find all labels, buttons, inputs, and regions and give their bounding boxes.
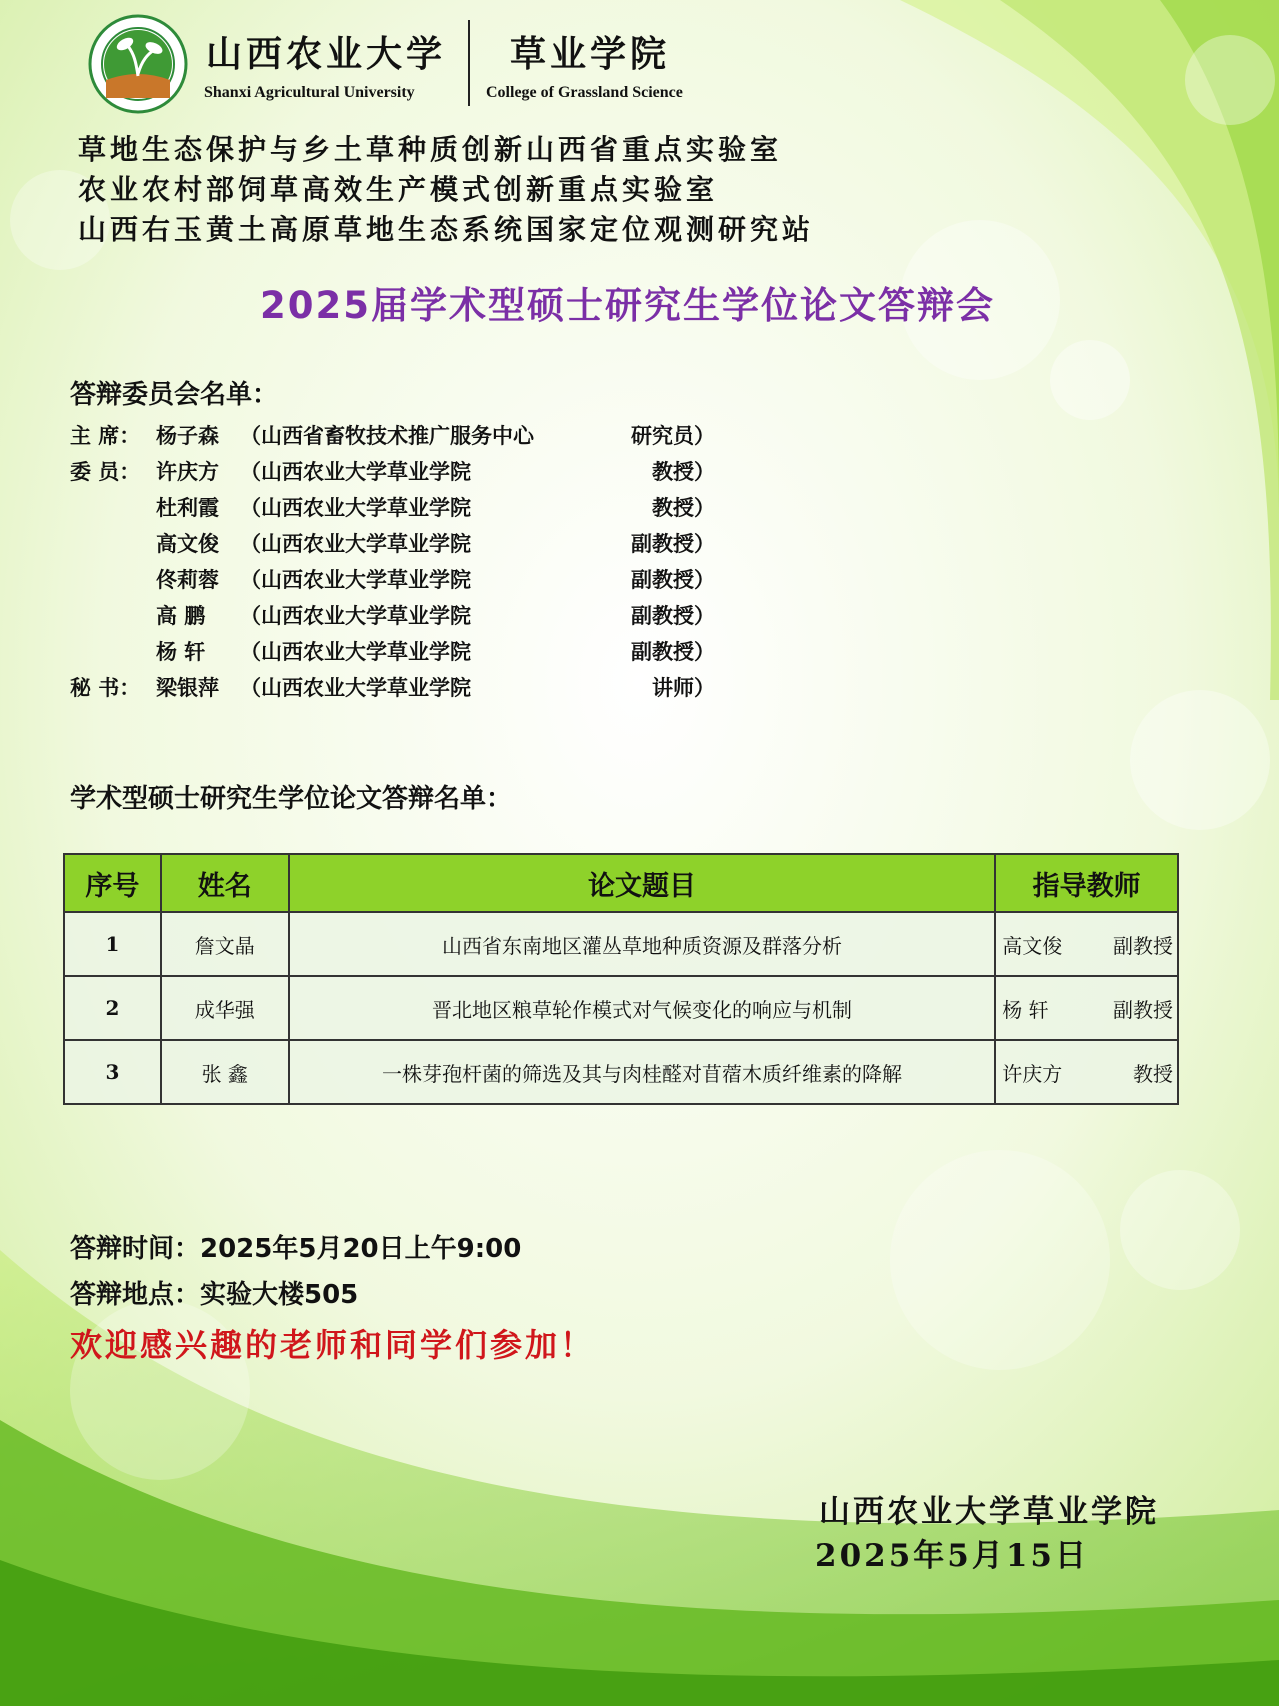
advisor-cell bbox=[995, 976, 1178, 1040]
page-title: 2025届学术型硕士研究生学位论文答辩会 bbox=[260, 284, 995, 327]
committee-name: 杨子森 bbox=[156, 424, 219, 448]
table-row bbox=[64, 1040, 1178, 1104]
university-name-cn: 山西农业大学 bbox=[206, 33, 447, 75]
committee-org: （山西省畜牧技术推广服务中心 bbox=[240, 424, 534, 448]
committee-role: 主 席： bbox=[70, 424, 141, 448]
college-name-en: College of Grassland Science bbox=[486, 84, 683, 101]
committee-title: 教授） bbox=[652, 496, 715, 520]
lab-line: 草地生态保护与乡土草种质创新山西省重点实验室 bbox=[78, 133, 783, 166]
advisor-title: 副教授 bbox=[1113, 933, 1173, 958]
defense-place: 答辩地点：实验大楼505 bbox=[70, 1280, 359, 1310]
advisor-name: 许庆方 bbox=[1002, 1061, 1063, 1086]
welcome-message: 欢迎感兴趣的老师和同学们参加！ bbox=[70, 1326, 596, 1364]
committee-role: 委 员： bbox=[70, 460, 141, 484]
university-seal-icon bbox=[88, 14, 188, 114]
student-name: 詹文晶 bbox=[161, 912, 289, 976]
table-row bbox=[64, 912, 1178, 976]
committee-org: （山西农业大学草业学院 bbox=[240, 496, 471, 520]
advisor-name: 高文俊 bbox=[1002, 933, 1063, 958]
committee-title: 副教授） bbox=[631, 640, 715, 664]
committee-title: 讲师） bbox=[652, 676, 715, 700]
table-header-row bbox=[64, 854, 1178, 912]
committee-title: 教授） bbox=[652, 460, 715, 484]
committee-org: （山西农业大学草业学院 bbox=[240, 460, 471, 484]
table-row bbox=[64, 976, 1178, 1040]
committee-org: （山西农业大学草业学院 bbox=[240, 640, 471, 664]
signature-org: 山西农业大学草业学院 bbox=[819, 1494, 1159, 1530]
university-name-en: Shanxi Agricultural University bbox=[204, 84, 415, 101]
committee-name: 杜利霞 bbox=[156, 496, 219, 520]
lab-line: 山西右玉黄土高原草地生态系统国家定位观测研究站 bbox=[78, 213, 815, 246]
advisor-title: 副教授 bbox=[1113, 997, 1173, 1022]
column-header: 论文题目 bbox=[289, 854, 996, 912]
defense-list-heading: 学术型硕士研究生学位论文答辩名单： bbox=[70, 784, 513, 814]
committee-org: （山西农业大学草业学院 bbox=[240, 532, 471, 556]
column-header: 姓名 bbox=[161, 854, 289, 912]
header-divider bbox=[468, 20, 470, 106]
row-number: 3 bbox=[64, 1040, 161, 1104]
committee-role: 秘 书： bbox=[70, 676, 141, 700]
advisor-name: 杨 轩 bbox=[1002, 997, 1049, 1022]
committee-name: 佟莉蓉 bbox=[156, 568, 219, 592]
committee-title: 研究员） bbox=[631, 424, 715, 448]
committee-org: （山西农业大学草业学院 bbox=[240, 604, 471, 628]
signature-date: 2025年5月15日 bbox=[815, 1538, 1089, 1574]
defense-time: 答辩时间：2025年5月20日上午9:00 bbox=[70, 1234, 522, 1264]
advisor-cell bbox=[995, 912, 1178, 976]
committee-name: 梁银萍 bbox=[156, 676, 219, 700]
college-name-cn: 草业学院 bbox=[510, 33, 671, 75]
committee-name: 杨 轩 bbox=[156, 640, 206, 664]
committee-title: 副教授） bbox=[631, 532, 715, 556]
column-header: 指导教师 bbox=[995, 854, 1178, 912]
committee-title: 副教授） bbox=[631, 568, 715, 592]
advisor-cell bbox=[995, 1040, 1178, 1104]
committee-name: 许庆方 bbox=[156, 460, 219, 484]
committee-name: 高文俊 bbox=[156, 532, 219, 556]
thesis-topic: 一株芽孢杆菌的筛选及其与肉桂醛对苜蓿木质纤维素的降解 bbox=[289, 1040, 996, 1104]
committee-org: （山西农业大学草业学院 bbox=[240, 568, 471, 592]
student-name: 张 鑫 bbox=[161, 1040, 289, 1104]
thesis-topic: 晋北地区粮草轮作模式对气候变化的响应与机制 bbox=[289, 976, 996, 1040]
row-number: 2 bbox=[64, 976, 161, 1040]
column-header: 序号 bbox=[64, 854, 161, 912]
advisor-title: 教授 bbox=[1133, 1061, 1173, 1086]
student-name: 成华强 bbox=[161, 976, 289, 1040]
thesis-topic: 山西省东南地区灌丛草地种质资源及群落分析 bbox=[289, 912, 996, 976]
lab-line: 农业农村部饲草高效生产模式创新重点实验室 bbox=[78, 173, 719, 206]
defense-table bbox=[63, 853, 1179, 1105]
row-number: 1 bbox=[64, 912, 161, 976]
committee-title: 副教授） bbox=[631, 604, 715, 628]
committee-org: （山西农业大学草业学院 bbox=[240, 676, 471, 700]
committee-heading: 答辩委员会名单： bbox=[70, 380, 279, 410]
committee-name: 高 鹏 bbox=[156, 604, 206, 628]
